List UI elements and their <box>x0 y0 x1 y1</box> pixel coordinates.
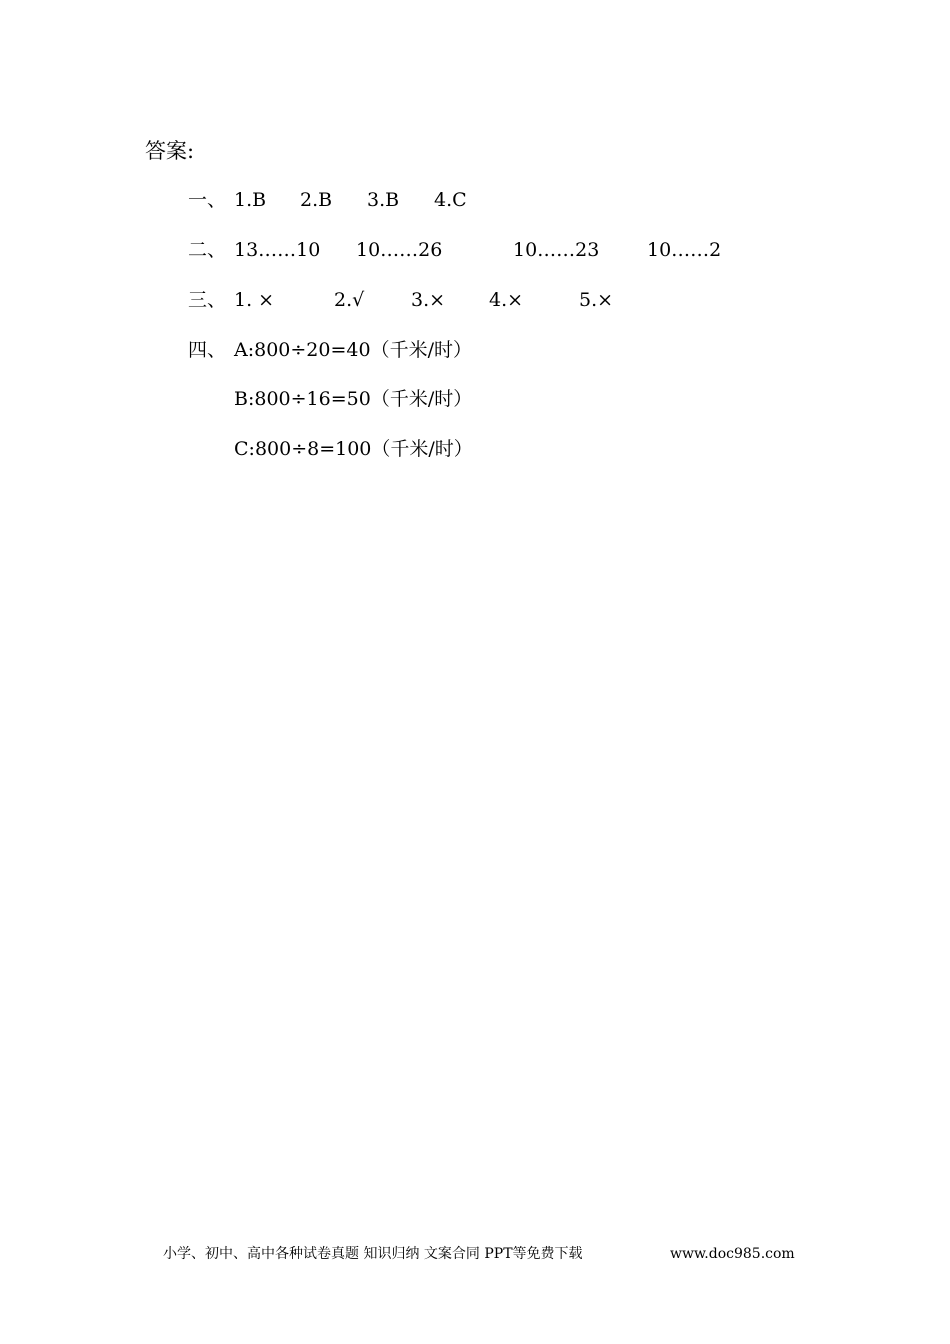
section-3-item: 1. × <box>234 289 275 311</box>
section-2 <box>188 235 788 265</box>
section-3-item: 5.× <box>579 289 614 311</box>
section-1-item: 3.B <box>367 189 400 211</box>
section-2-item: 10……2 <box>647 239 722 261</box>
section-1-item: 2.B <box>300 189 333 211</box>
answer-title: 答案: <box>145 139 195 163</box>
section-3-item: 2.√ <box>334 289 365 311</box>
section-2-item: 10……26 <box>356 239 443 261</box>
footer-text: 小学、初中、高中各种试卷真题 知识归纳 文案合同 PPT等免费下载 <box>163 1246 583 1262</box>
section-4-line: B:800÷16=50（千米/时） <box>234 388 473 410</box>
section-4 <box>188 335 588 365</box>
section-2-item: 10……23 <box>513 239 600 261</box>
section-1 <box>188 185 588 215</box>
section-3-item: 3.× <box>411 289 446 311</box>
section-2-label: 二、 <box>188 239 227 261</box>
section-1-item: 1.B <box>234 189 267 211</box>
section-4-line: A:800÷20=40（千米/时） <box>234 339 472 361</box>
footer-site: www.doc985.com <box>670 1246 795 1262</box>
section-4-line: C:800÷8=100（千米/时） <box>234 438 473 460</box>
section-1-item: 4.C <box>434 189 467 211</box>
section-3-item: 4.× <box>489 289 524 311</box>
section-3 <box>188 285 688 315</box>
section-1-label: 一、 <box>188 189 227 211</box>
section-3-label: 三、 <box>188 289 227 311</box>
section-2-item: 13……10 <box>234 239 321 261</box>
section-4-label: 四、 <box>188 339 227 361</box>
